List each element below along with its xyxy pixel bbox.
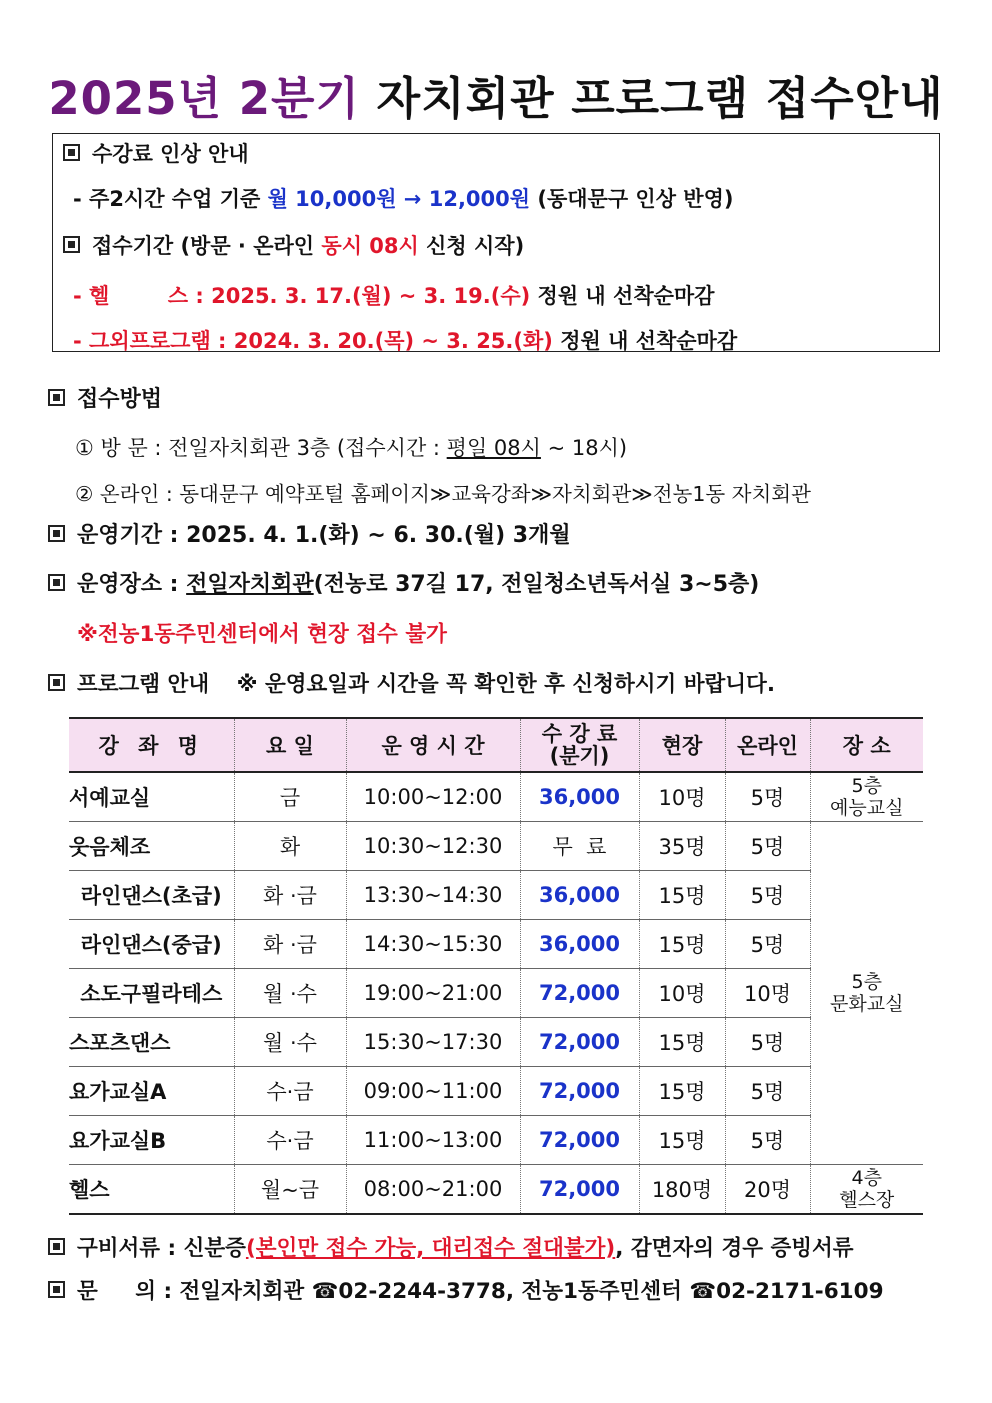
table-row: 스포츠댄스 월 ·수 15:30~17:30 72,000 15명 5명 (69, 1018, 923, 1067)
square-bullet-icon (48, 674, 65, 691)
square-bullet-icon (63, 236, 80, 253)
required-documents: 구비서류 : 신분증(본인만 접수 가능, 대리접수 절대불가), 감면자의 경우 증빙서류 (48, 1231, 854, 1262)
header-fee: 수 강 료 (분기) (520, 718, 639, 772)
table-row: 웃음체조 화 10:30~12:30 무 료 35명 5명 5층 문화교실 (69, 822, 923, 871)
program-guide: 프로그램 안내 ※ 운영요일과 시간을 꼭 확인한 후 신청하시기 바랍니다. (48, 667, 775, 698)
square-bullet-icon (48, 1281, 65, 1298)
square-bullet-icon (48, 1238, 65, 1255)
notice-box (52, 133, 940, 352)
place-cell: 4층 헬스장 (810, 1165, 923, 1215)
square-bullet-icon (48, 574, 65, 591)
inquiry: 문 의 : 전일자치회관 ☎02-2244-3778, 전농1동주민센터 ☎02-2171-6109 (48, 1274, 884, 1305)
table-header-row (69, 718, 923, 772)
health-period: - 헬 스 : 2025. 3. 17.(월) ~ 3. 19.(수) 정원 내 선착순마감 (73, 284, 715, 308)
table-row: 라인댄스(중급) 화 ·금 14:30~15:30 36,000 15명 5명 (69, 920, 923, 969)
header-name: 강 좌 명 (69, 718, 234, 772)
fee-heading: 수강료 인상 안내 (63, 138, 249, 168)
header-online: 온라인 (725, 718, 810, 772)
venue: 운영장소 : 전일자치회관(전농로 37길 17, 전일청소년독서실 3~5층) (48, 567, 759, 598)
table-row: 서예교실 금 10:00~12:00 36,000 10명 5명 5층 예능교실 (69, 772, 923, 822)
method-heading: 접수방법 (48, 382, 162, 413)
fee-change: 월 10,000원 → 12,000원 (267, 187, 531, 211)
header-onsite: 현장 (639, 718, 725, 772)
venue-warning: ※전농1동주민센터에서 현장 접수 불가 (77, 622, 447, 647)
title-rest: 자치회관 프로그램 접수안내 (376, 72, 944, 125)
square-bullet-icon (48, 389, 65, 406)
table-row: 라인댄스(초급) 화 ·금 13:30~14:30 36,000 15명 5명 (69, 871, 923, 920)
place-cell: 5층 문화교실 (810, 822, 923, 1165)
table-row: 요가교실B 수·금 11:00~13:00 72,000 15명 5명 (69, 1116, 923, 1165)
table-row: 요가교실A 수·금 09:00~11:00 72,000 15명 5명 (69, 1067, 923, 1116)
other-period: - 그외프로그램 : 2024. 3. 20.(목) ~ 3. 25.(화) 정원 내 선착순마감 (73, 329, 738, 353)
header-place: 장 소 (810, 718, 923, 772)
square-bullet-icon (48, 525, 65, 542)
program-table (69, 717, 923, 1215)
table-row: 헬스 월~금 08:00~21:00 72,000 180명 20명 4층 헬스장 (69, 1165, 923, 1215)
table-row: 소도구필라테스 월 ·수 19:00~21:00 72,000 10명 10명 (69, 969, 923, 1018)
header-time: 운 영 시 간 (346, 718, 520, 772)
title-year-quarter: 2025년 2분기 (48, 72, 360, 125)
period-heading: 접수기간 (방문 · 온라인 동시 08시 신청 시작) (63, 230, 524, 260)
method-online: ② 온라인 : 동대문구 예약포털 홈페이지≫교육강좌≫자치회관≫전농1동 자치회관 (75, 482, 811, 506)
fee-line: - 주2시간 수업 기준 월 10,000원 → 12,000원 (동대문구 인상 반영) (73, 187, 734, 211)
place-cell: 5층 예능교실 (810, 772, 923, 822)
header-day: 요 일 (234, 718, 346, 772)
operation-period: 운영기간 : 2025. 4. 1.(화) ~ 6. 30.(월) 3개월 (48, 518, 571, 549)
square-bullet-icon (63, 144, 80, 161)
method-visit: ① 방 문 : 전일자치회관 3층 (접수시간 : 평일 08시 ~ 18시) (75, 436, 628, 460)
page-title (0, 62, 992, 127)
